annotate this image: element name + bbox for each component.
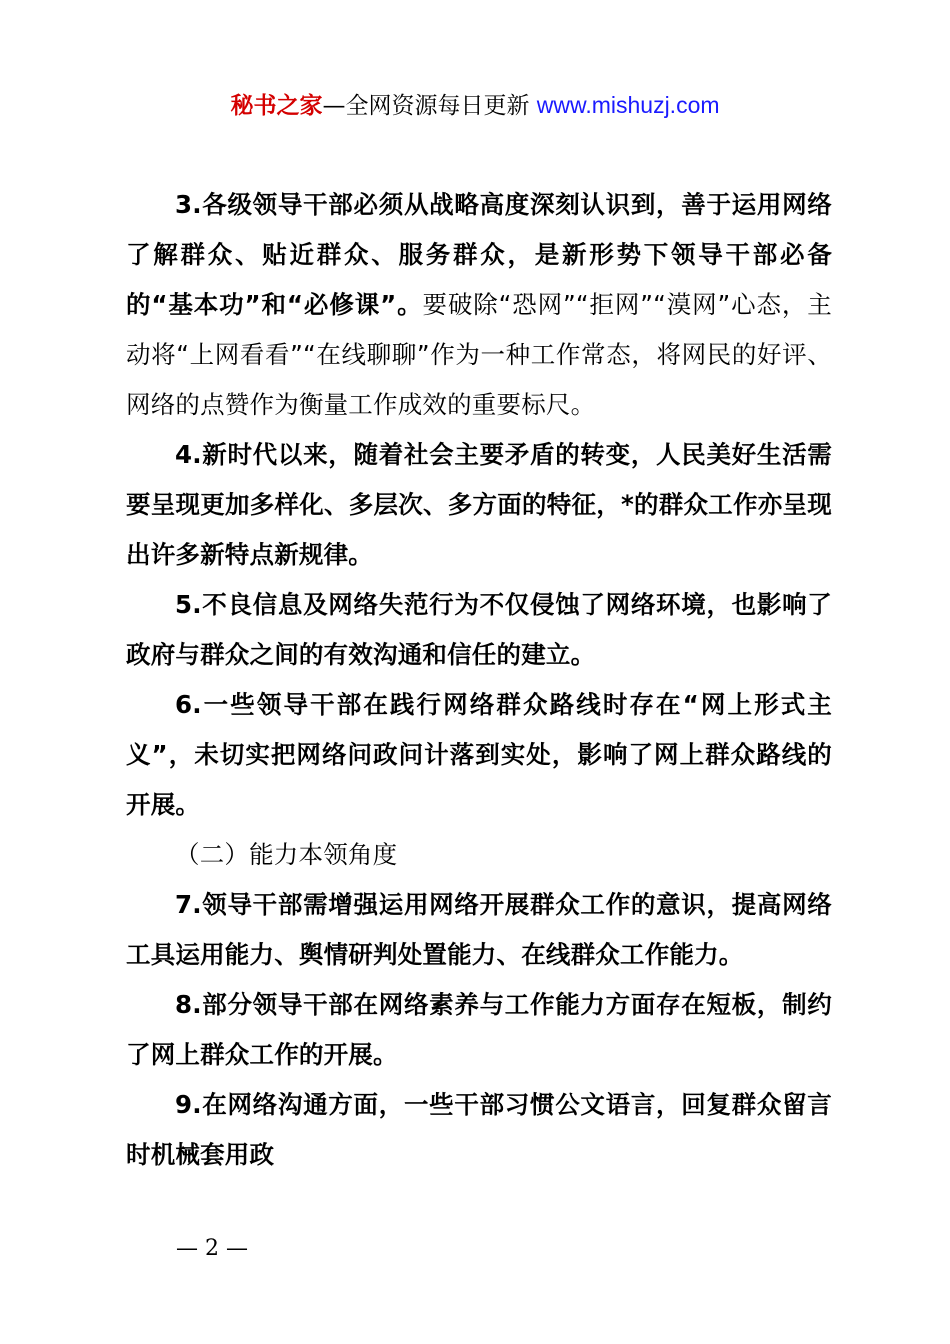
section-heading-text: （二）能力本领角度 — [175, 840, 398, 869]
paragraph-3 — [126, 180, 832, 430]
paragraph-3-bold: 3.各级领导干部必须从战略高度深刻认识到，善于运用网络了解群众、贴近群众、服务群众，是新形势下领导干部必备的“基本功”和“必修课”。 — [126, 190, 832, 319]
paragraph-9 — [126, 1080, 832, 1180]
paragraph-4 — [126, 430, 832, 580]
section-heading — [126, 830, 832, 880]
paragraph-5 — [126, 580, 832, 680]
page-number: — 2 — — [176, 1236, 248, 1261]
header-slogan: —全网资源每日更新 — [322, 93, 537, 119]
brand-name: 秘书之家 — [230, 93, 323, 119]
paragraph-3-normal: 要破除“恐网”“拒网”“漠网”心态，主动将“上网看看”“在线聊聊”作为一种工作常态，将网民的好评、网络的点赞作为衡量工作成效的重要标尺。 — [126, 290, 832, 419]
paragraph-6 — [126, 680, 832, 830]
site-url-link[interactable]: www.mishuzj.com — [536, 92, 720, 118]
paragraph-8-bold: 8.部分领导干部在网络素养与工作能力方面存在短板，制约了网上群众工作的开展。 — [126, 990, 832, 1069]
paragraph-9-bold: 9.在网络沟通方面，一些干部习惯公文语言，回复群众留言时机械套用政 — [126, 1090, 832, 1169]
paragraph-5-bold: 5.不良信息及网络失范行为不仅侵蚀了网络环境，也影响了政府与群众之间的有效沟通和信任的建立。 — [126, 590, 832, 669]
paragraph-7-bold: 7.领导干部需增强运用网络开展群众工作的意识，提高网络工具运用能力、舆情研判处置能力、在线群众工作能力。 — [126, 890, 832, 969]
paragraph-7 — [126, 880, 832, 980]
paragraph-8 — [126, 980, 832, 1080]
document-body — [126, 180, 832, 1180]
paragraph-6-bold: 6.一些领导干部在践行网络群众路线时存在“网上形式主义”，未切实把网络问政问计落到实处，影响了网上群众路线的开展。 — [126, 690, 832, 819]
paragraph-4-bold: 4.新时代以来，随着社会主要矛盾的转变，人民美好生活需要呈现更加多样化、多层次、多方面的特征，*的群众工作亦呈现出许多新特点新规律。 — [126, 440, 832, 569]
site-header — [0, 90, 950, 121]
